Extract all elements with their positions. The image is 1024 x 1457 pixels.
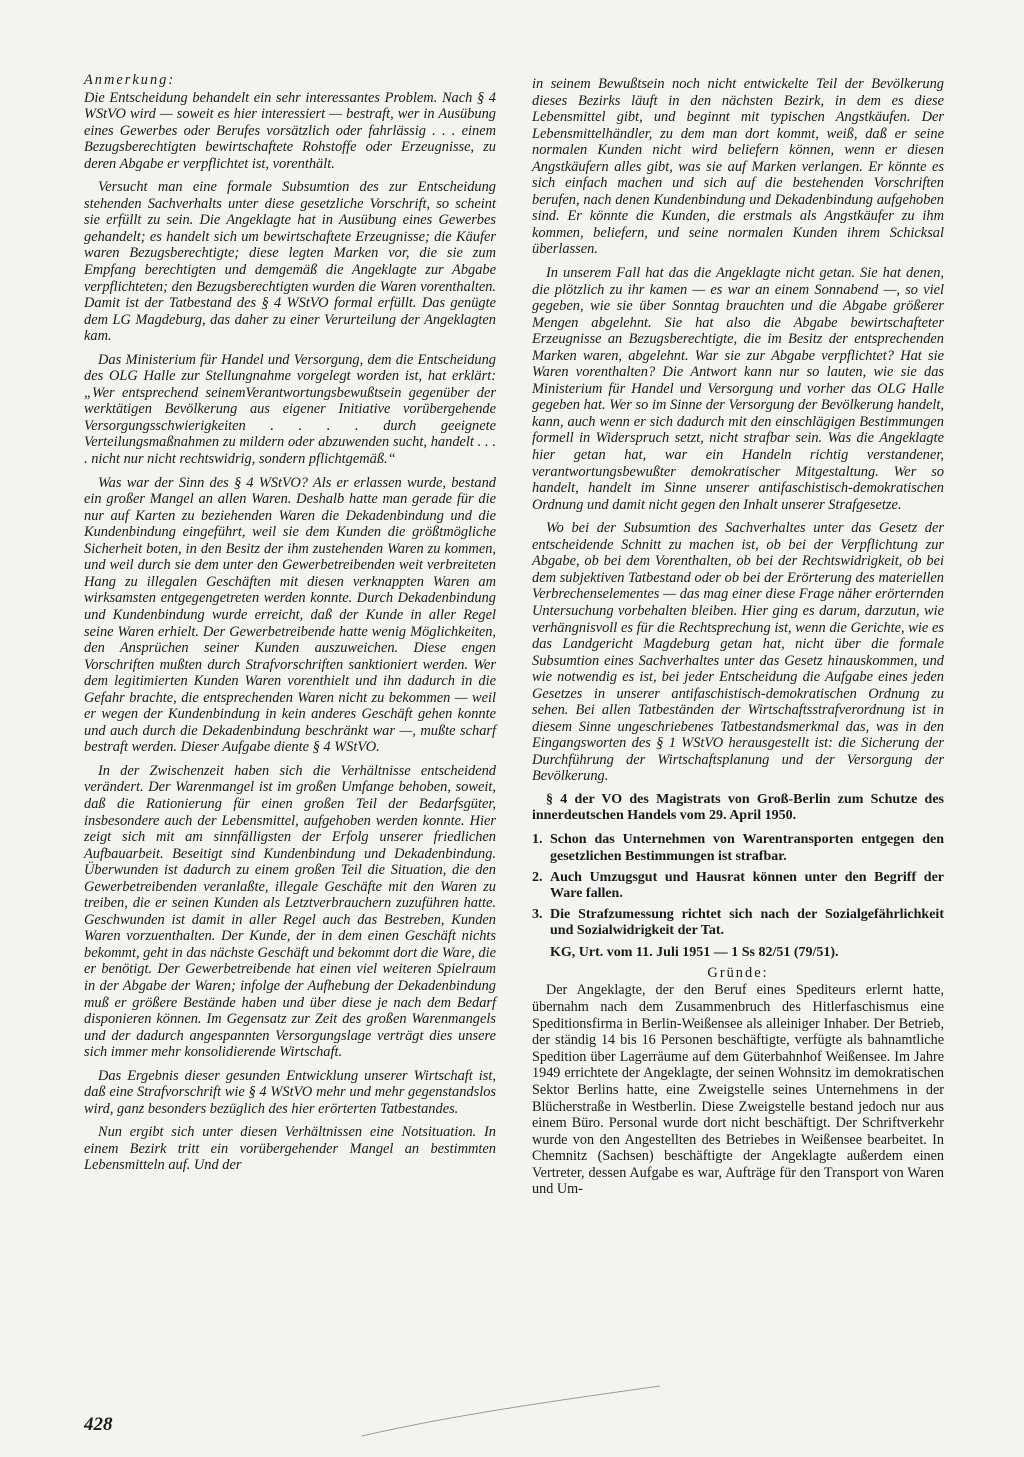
right-paragraph-1: in seinem Bewußtsein noch nicht entwickelte Teil der Bevölkerung dieses Bezirks läuft in den nächsten Bezirk, in dem es diese Lebensmittel gibt, und beginnt mit typischen Angstkäufen. Der Lebensmittelhändler, zu dem man dort kommt, weiß, daß er seine normalen Kunden nicht wird beliefern können, wenn er diesen Angstkäufern alles gibt, was sie auf Marken verlangen. Er könnte es sich einfach machen und sich auf die bestehenden Vorschriften berufen, nach denen Kundenbindung und Dekadenbindung aufgehoben sind. Er könnte die Kunden, die erstmals als Angstkäufer zu ihm kommen, beliefern, und seine normalen Kunden ihrem Schicksal überlassen. — [532, 76, 944, 258]
headnote-block — [532, 792, 944, 961]
headnote-item — [532, 870, 944, 902]
headnote-item — [532, 907, 944, 939]
reasons-body — [532, 982, 944, 1198]
left-paragraph-6: Das Ergebnis dieser gesunden Entwicklung unserer Wirtschaft ist, daß eine Strafvorschrift wie § 4 WStVO mehr und mehr gegenstandslos wird, ganz besonders bezüglich des hier erörterten Tatbestandes. — [84, 1067, 496, 1117]
left-paragraph-4: Was war der Sinn des § 4 WStVO? Als er erlassen wurde, bestand ein großer Mangel an allen Waren. Deshalb hatte man gerade für die nur auf Karten zu beziehenden Waren die Dekadenbindung und die Kundenbindung eingeführt, weil sie dem Kunden die größtmögliche Sicherheit boten, in den Besitz der ihm zustehenden Waren zu kommen, und weil durch sie dem unter den Gewerbetreibenden weit verbreiteten Hang zu illegalen Geschäften mit diesen verknappten Waren am wirksamsten entgegengetreten werden konnte. Durch Dekadenbindung und Kundenbindung wurde erreicht, daß der Kunde in aller Regel seine Waren erhielt. Der Gewerbetreibende hatte wenig Möglichkeiten, den Ansprüchen seiner Kunden auszuweichen. Diese engen Vorschriften mußten durch Strafvorschriften sanktioniert werden. Wer dem legitimierten Kunden Waren vorenthielt und ihn dadurch in die Gefahr brachte, die entsprechenden Waren nicht zu bekommen — weil er wegen der Kundenbindung in kein anderes Geschäft gehen konnte und auch durch die Dekadenbindung beschränkt war —, mußte scharf bestraft werden. Dieser Aufgabe diente § 4 WStVO. — [84, 474, 496, 756]
headnote-list — [532, 832, 944, 939]
headnote-item-number: 1. — [532, 832, 543, 848]
headnote-title: § 4 der VO des Magistrats von Groß-Berlin zum Schutze des innerdeutschen Handels vom 29. April 1950. — [532, 791, 944, 824]
left-paragraph-1: Die Entscheidung behandelt ein sehr interessantes Problem. Nach § 4 WStVO wird — soweit es hier interessiert — bestraft, wer in Ausübung eines Gewerbes oder Berufes vorsätzlich oder fahrlässig . . . einem Bezugsberechtigten bewirtschaftete Rohstoffe oder Erzeugnisse, zu deren Abgabe er verpflichtet ist, vorenthält. — [84, 89, 496, 172]
court-citation: KG, Urt. vom 11. Juli 1951 — 1 Ss 82/51 (79/51). — [550, 944, 839, 960]
annotation-continuation — [532, 76, 944, 785]
left-paragraph-2: Versucht man eine formale Subsumtion des zur Entscheidung stehenden Sachverhalts unter diese gesetzliche Vorschrift, so scheint sie erfüllt zu sein. Die Angeklagte hat in Ausübung eines Gewerbes gehandelt; es handelt sich um bewirtschaftete Erzeugnisse; die Käufer waren Bezugsberechtigte; diese legten Marken vor, die sie zum Empfang berechtigten und demgemäß die Angeklagte zur Abgabe verpflichteten; den Bezugsberechtigten wurden die Waren vorenthalten. Damit ist der Tatbestand des § 4 WStVO formal erfüllt. Das genügte dem LG Magdeburg, das daher zu einer Verurteilung der Angeklagten kam. — [84, 179, 496, 345]
left-paragraph-3: Das Ministerium für Handel und Versorgung, dem die Entscheidung des OLG Halle zur Stellungnahme vorgelegt worden ist, hat erklärt: „Wer entsprechend seinemVerantwortungsbewußtsein gegenüber der werktätigen Bevölkerung aus eigener Initiative vorübergehende Versorgungsschwierigkeiten . . . . durch geeignete Verteilungsmaßnahmen zu mildern oder abzuwenden sucht, handelt . . . . nicht nur nicht rechtswidrig, sondern pflichtgemäß.“ — [84, 351, 496, 468]
right-column — [532, 76, 944, 1205]
headnote-item-text: Die Strafzumessung richtet sich nach der Sozialgefährlichkeit und Sozialwidrigkeit der Tat. — [550, 907, 944, 939]
headnote-item-number: 2. — [532, 869, 543, 885]
headnote-item — [532, 832, 944, 864]
right-paragraph-2: In unserem Fall hat das die Angeklagte nicht getan. Sie hat denen, die plötzlich zu ihr kamen — es war an einem Sonnabend —, so viel gegeben, wie sie über Sonntag brauchten und die Abgabe größerer Mengen abgelehnt. Sie hat also die Abgabe bewirtschafteter Erzeugnisse an Bezugsberechtigte, die im Besitz der entsprechenden Marken waren, abgelehnt. War sie zur Abgabe verpflichtet? Hat sie Waren vorenthalten? Die Antwort kann nur so lauten, wie sie das Ministerium für Handel und Versorgung und vorher das OLG Halle gegeben hat. Wer so im Sinne der Versorgung der Bevölkerung handelt, kann, auch wenn er sich dadurch mit den einschlägigen Bestimmungen formell in Widerspruch setzt, nicht strafbar sein. Was die Angeklagte hier getan hat, war ein Handeln richtig verstandener, verantwortungsbewußter demokratischer Mitgestaltung. Wer so handelt, handelt im Sinne unserer antifaschistisch-demokratischen Ordnung und damit nicht gegen den Inhalt unserer Strafgesetze. — [532, 265, 944, 513]
page-number: 428 — [84, 1414, 113, 1435]
headnote-item-text: Auch Umzugsgut und Hausrat können unter den Begriff der Ware fallen. — [550, 869, 944, 901]
annotation-heading: Anmerkung: — [84, 72, 176, 88]
right-paragraph-3: Wo bei der Subsumtion des Sachverhaltes unter das Gesetz der entscheidende Schnitt zu machen ist, ob bei der Verpflichtung zur Abgabe, ob bei dem Vorenthalten, ob bei der Rechtswidrigkeit, ob bei dem subjektiven Tatbestand oder ob bei der Erörterung des materiellen Verbrechenselementes — das mag einer diese Frage näher erörternden Untersuchung vorbehalten bleiben. Hier ging es darum, darzutun, wie verhängnisvoll es für die Rechtsprechung ist, wenn die Gerichte, wie es das Landgericht Magdeburg getan hat, nicht über die formale Subsumtion eines Sachverhaltes unter das Gesetz hinauskommen, und wie notwendig es ist, bei jeder Entscheidung die Aufgabe eines jeden Gesetzes in unserer antifaschistisch-demokratischen Ordnung zu sehen. Bei allen Tatbeständen der Wirtschaftsstrafverordnung ist in diesem Sinne ungeschriebenes Tatbestandsmerkmal das, was in den Eingangsworten des § 1 WStVO herausgestellt ist: die Sicherung der Durchführung der Wirtschaftsplanung und der Versorgung der Bevölkerung. — [532, 520, 944, 785]
headnote-item-text: Schon das Unternehmen von Warentransporten entgegen den gesetzlichen Bestimmungen ist strafbar. — [550, 832, 944, 864]
headnote-item-number: 3. — [532, 907, 543, 923]
left-paragraph-7: Nun ergibt sich unter diesen Verhältnissen eine Notsituation. In einem Bezirk tritt ein vorübergehender Mangel an bestimmten Lebensmitteln auf. Und der — [84, 1124, 496, 1174]
left-column — [84, 72, 496, 1181]
pencil-stroke-mark — [360, 1380, 680, 1440]
reasons-heading: Gründe: — [707, 964, 769, 981]
reasons-paragraph-1: Der Angeklagte, der den Beruf eines Spediteurs erlernt hatte, übernahm nach dem Zusammenbruch des Hitlerfaschismus eine Speditionsfirma in Berlin-Weißensee als alleiniger Inhaber. Der Betrieb, der ständig 14 bis 16 Personen beschäftigte, verfügte als bahnamtliche Spedition über Lagerräume auf dem Güterbahnhof Weißensee. Im Jahre 1949 errichtete der Angeklagte, der seinen Wohnsitz im demokratischen Sektor Berlins hatte, eine Zweigstelle seines Unternehmens in der Blücherstraße in Westberlin. Diese Zweigstelle bestand jedoch nur aus einem Büro. Personal wurde dort nicht beschäftigt. Der Schriftverkehr wurde von den Angestellten des Betriebes in Weißensee bearbeitet. In Chemnitz (Sachsen) beschäftigte der Angeklagte außerdem einen Vertreter, dessen Aufgabe es war, Aufträge für den Transport von Waren und Um- — [532, 982, 944, 1198]
left-paragraph-5: In der Zwischenzeit haben sich die Verhältnisse entscheidend verändert. Der Warenmangel ist im großen Umfange behoben, soweit, daß die Rationierung für einen großen Teil der Bedarfsgüter, insbesondere auch der Lebensmittel, aufgehoben werden konnte. Hier zeigt sich mit am sinnfälligsten der Erfolg unserer friedlichen Aufbauarbeit. Beseitigt sind Kundenbindung und Dekadenbindung. Überwunden ist dadurch zu einem großen Teil die Situation, die den Gewerbetreibenden veranlaßte, illegale Geschäfte mit den Waren zu treiben, die er seinen Kunden als Letztverbrauchern zuzuführen hatte. Geschwunden ist damit in aller Regel auch das Bestreben, Kunden Waren vorzuenthalten. Der Kunde, der in dem einen Geschäft nichts bekommt, geht in das nächste Geschäft und bekommt dort die Ware, die er benötigt. Der Gewerbetreibende hat einen viel weiteren Spielraum in der Abgabe der Waren; infolge der Aufhebung der Dekadenbindung muß er größere Bestände haben und über diese je nach dem Bedarf disponieren können. Im Gegensatz zur Zeit des großen Warenmangels und der dadurch angespannten Versorgungslage verträgt dies unsere sich immer mehr konsolidierende Wirtschaft. — [84, 762, 496, 1061]
